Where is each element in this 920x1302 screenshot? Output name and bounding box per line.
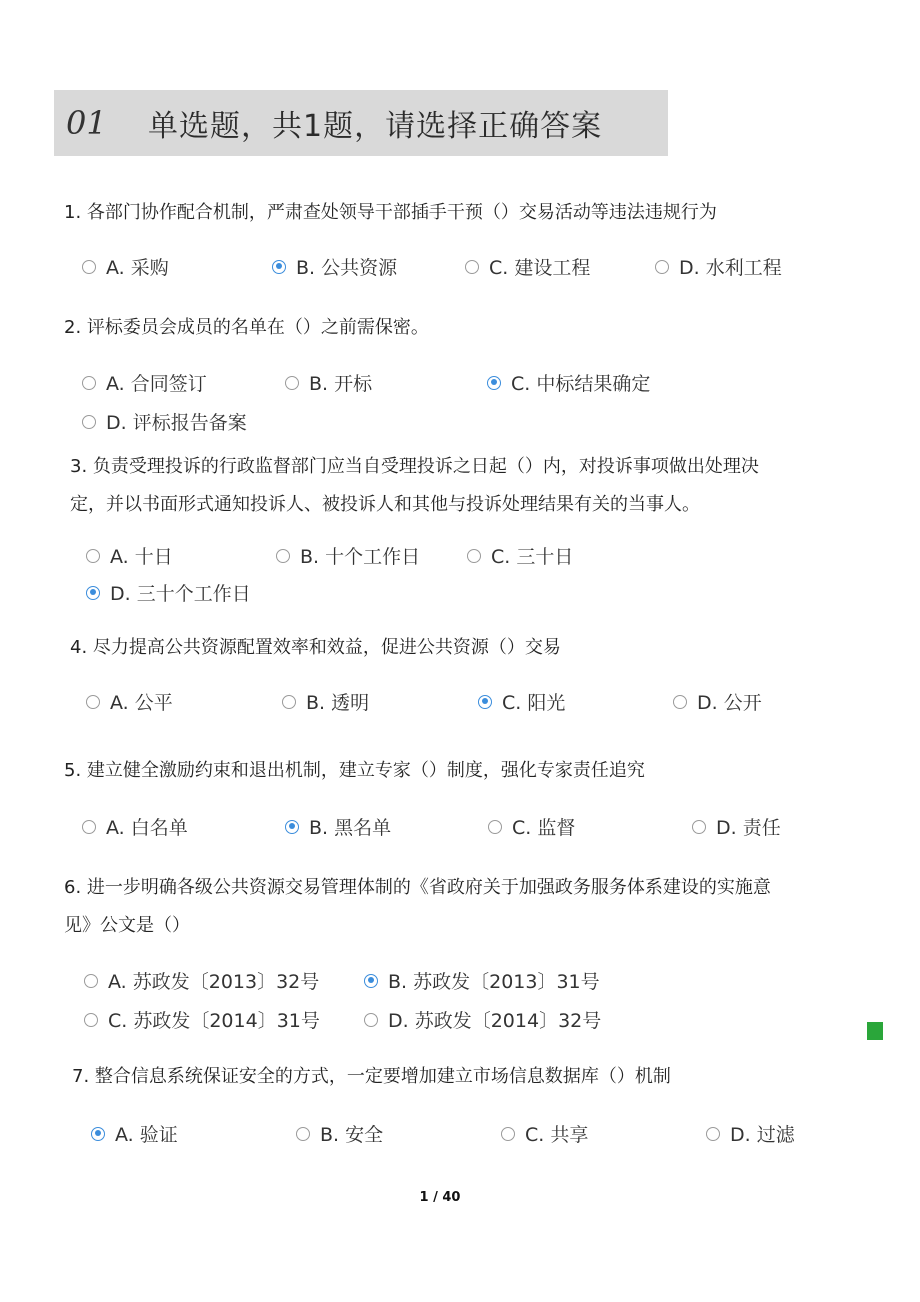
radio-button[interactable] [488,820,502,834]
option-label: C. 苏政发〔2014〕31号 [108,1010,320,1032]
option-b[interactable] [282,688,369,715]
radio-button[interactable] [501,1127,515,1141]
green-marker [867,1022,883,1040]
radio-button[interactable] [82,260,96,274]
radio-button[interactable] [655,260,669,274]
radio-button[interactable] [478,695,492,709]
radio-button[interactable] [86,549,100,563]
option-b[interactable] [285,369,372,396]
option-d[interactable] [706,1120,795,1147]
option-label: D. 评标报告备案 [106,412,247,434]
question-text: 5. 建立健全激励约束和退出机制，建立专家（）制度，强化专家责任追究 [64,760,645,781]
radio-button[interactable] [465,260,479,274]
section-banner [54,90,668,156]
radio-button[interactable] [467,549,481,563]
radio-button[interactable] [82,415,96,429]
radio-button[interactable] [692,820,706,834]
question-text-line-2: 定，并以书面形式通知投诉人、被投诉人和其他与投诉处理结果有关的当事人。 [70,494,700,515]
radio-button[interactable] [285,376,299,390]
option-c[interactable] [84,1006,320,1033]
option-label: B. 开标 [309,373,373,395]
page-number: 1 / 40 [419,1190,461,1205]
option-d[interactable] [673,688,762,715]
option-d[interactable] [655,253,782,280]
option-c[interactable] [488,813,575,840]
radio-button[interactable] [276,549,290,563]
option-d[interactable] [692,813,781,840]
radio-button[interactable] [487,376,501,390]
option-c[interactable] [501,1120,588,1147]
option-label: A. 白名单 [106,817,188,839]
option-label: D. 公开 [697,692,762,714]
option-label: D. 苏政发〔2014〕32号 [388,1010,602,1032]
option-a[interactable] [86,542,173,569]
question-text-line-2: 见》公文是（） [64,915,190,936]
option-c[interactable] [487,369,650,396]
option-b[interactable] [296,1120,383,1147]
radio-button[interactable] [272,260,286,274]
radio-button[interactable] [91,1127,105,1141]
option-a[interactable] [84,967,319,994]
option-a[interactable] [82,253,169,280]
option-label: C. 建设工程 [489,257,591,279]
radio-button[interactable] [285,820,299,834]
option-label: B. 安全 [320,1124,384,1146]
option-a[interactable] [86,688,173,715]
radio-button[interactable] [282,695,296,709]
option-b[interactable] [285,813,391,840]
option-label: D. 过滤 [730,1124,795,1146]
option-a[interactable] [82,813,188,840]
option-label: A. 苏政发〔2013〕32号 [108,971,320,993]
question-text: 4. 尽力提高公共资源配置效率和效益，促进公共资源（）交易 [70,637,561,658]
option-d[interactable] [82,408,247,435]
option-c[interactable] [478,688,565,715]
question-text: 2. 评标委员会成员的名单在（）之前需保密。 [64,317,429,338]
option-label: B. 透明 [306,692,370,714]
option-b[interactable] [364,967,600,994]
question-text: 7. 整合信息系统保证安全的方式，一定要增加建立市场信息数据库（）机制 [72,1066,671,1087]
radio-button[interactable] [364,1013,378,1027]
option-label: A. 验证 [115,1124,178,1146]
option-label: C. 监督 [512,817,576,839]
radio-button[interactable] [706,1127,720,1141]
option-a[interactable] [91,1120,178,1147]
option-label: A. 公平 [110,692,173,714]
option-label: C. 共享 [525,1124,589,1146]
radio-button[interactable] [82,820,96,834]
question-text: 1. 各部门协作配合机制，严肃查处领导干部插手干预（）交易活动等违法违规行为 [64,202,717,223]
option-label: C. 中标结果确定 [511,373,651,395]
option-label: A. 合同签订 [106,373,207,395]
radio-button[interactable] [86,695,100,709]
option-d[interactable] [86,579,251,606]
option-label: B. 十个工作日 [300,546,421,568]
option-b[interactable] [276,542,420,569]
option-label: D. 三十个工作日 [110,583,251,605]
radio-button[interactable] [364,974,378,988]
section-title: 单选题，共1题，请选择正确答案 [148,109,603,144]
option-label: D. 水利工程 [679,257,782,279]
question-text: 3. 负责受理投诉的行政监督部门应当自受理投诉之日起（）内，对投诉事项做出处理决 [70,456,759,477]
radio-button[interactable] [82,376,96,390]
option-label: B. 公共资源 [296,257,398,279]
radio-button[interactable] [673,695,687,709]
option-d[interactable] [364,1006,601,1033]
option-label: C. 阳光 [502,692,566,714]
question-text: 6. 进一步明确各级公共资源交易管理体制的《省政府关于加强政务服务体系建设的实施意 [64,877,771,898]
radio-button[interactable] [296,1127,310,1141]
option-b[interactable] [272,253,397,280]
option-label: A. 十日 [110,546,173,568]
option-label: B. 黑名单 [309,817,392,839]
option-a[interactable] [82,369,207,396]
option-label: A. 采购 [106,257,169,279]
option-c[interactable] [467,542,573,569]
option-label: B. 苏政发〔2013〕31号 [388,971,600,993]
option-label: C. 三十日 [491,546,574,568]
radio-button[interactable] [84,1013,98,1027]
section-number: 01 [66,104,107,142]
option-label: D. 责任 [716,817,781,839]
option-c[interactable] [465,253,590,280]
radio-button[interactable] [84,974,98,988]
radio-button[interactable] [86,586,100,600]
